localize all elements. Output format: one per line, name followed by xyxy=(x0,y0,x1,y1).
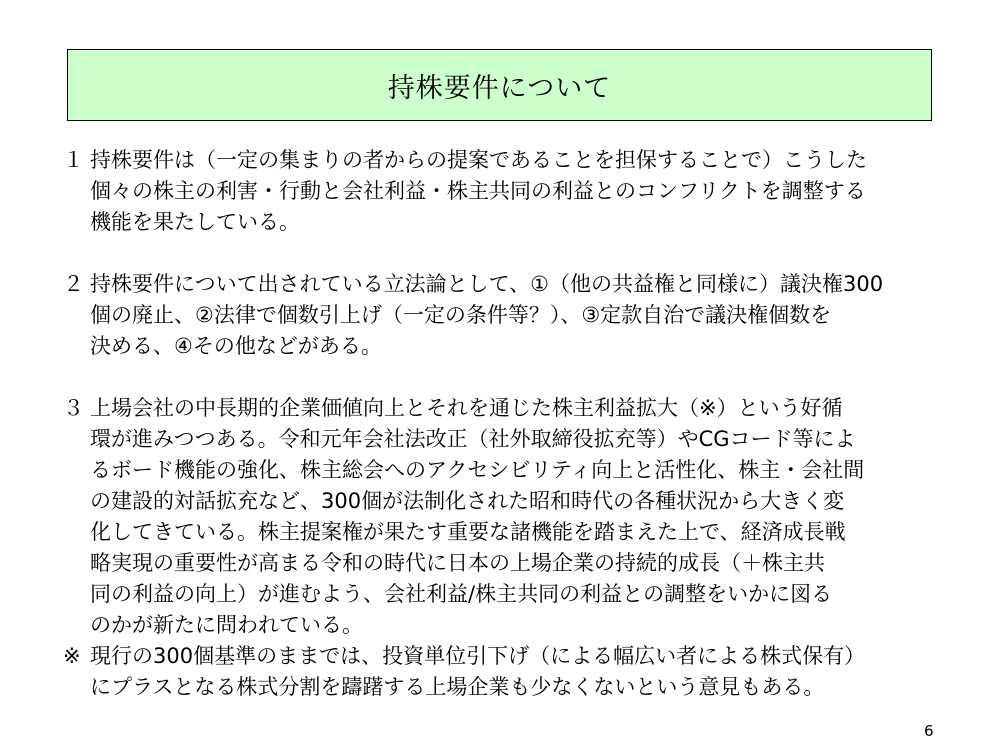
slide-body xyxy=(63,145,953,703)
text-line: 略実現の重要性が高まる令和の時代に日本の上場企業の持続的成長（＋株主共 xyxy=(90,551,825,575)
text-line: 化してきている。株主提案権が果たす重要な諸機能を踏まえた上で、経済成長戦 xyxy=(90,520,846,544)
text-line: 環が進みつつある。令和元年会社法改正（社外取締役拡充等）やCGコード等によ xyxy=(90,427,856,451)
list-item-note xyxy=(63,641,953,703)
paragraph-gap xyxy=(63,238,953,269)
list-item-3 xyxy=(63,393,953,641)
list-item-1 xyxy=(63,145,953,238)
slide-title: 持株要件について xyxy=(387,72,612,104)
text-line: 個の廃止、②法律で個数引上げ（一定の条件等？）、③定款自治で議決権個数を xyxy=(90,303,832,327)
item-text xyxy=(90,393,953,641)
item-number: １ xyxy=(63,148,84,172)
list-item-2 xyxy=(63,269,953,362)
text-line: 機能を果たしている。 xyxy=(90,210,300,234)
text-line: 現行の300個基準のままでは、投資単位引下げ（による幅広い者による株式保有） xyxy=(90,644,866,668)
text-line: 持株要件について出されている立法論として、①（他の共益権と同様に）議決権300 xyxy=(90,272,884,296)
item-text xyxy=(90,641,953,703)
text-line: 上場会社の中長期的企業価値向上とそれを通じた株主利益拡大（※）という好循 xyxy=(90,396,843,420)
item-number: ３ xyxy=(63,396,84,420)
text-line: 決める、④その他などがある。 xyxy=(90,334,382,358)
text-line: にプラスとなる株式分割を躊躇する上場企業も少なくないという意見もある。 xyxy=(90,675,825,699)
page-number: 6 xyxy=(924,722,934,740)
text-line: 持株要件は（一定の集まりの者からの提案であることを担保することで）こうした xyxy=(90,148,867,172)
item-text xyxy=(90,269,953,362)
slide-title-box xyxy=(67,49,932,121)
text-line: るボード機能の強化、株主総会へのアクセシビリティ向上と活性化、株主・会社間 xyxy=(90,458,865,482)
text-line: 同の利益の向上）が進むよう、会社利益/株主共同の利益との調整をいかに図る xyxy=(90,582,833,606)
paragraph-gap xyxy=(63,362,953,393)
note-mark: ※ xyxy=(63,644,81,668)
item-number: ２ xyxy=(63,272,84,296)
item-text xyxy=(90,145,953,238)
text-line: の建設的対話拡充など、300個が法制化された昭和時代の各種状況から大きく変 xyxy=(90,489,845,513)
text-line: 個々の株主の利害・行動と会社利益・株主共同の利益とのコンフリクトを調整する xyxy=(90,179,866,203)
text-line: のかが新たに問われている。 xyxy=(90,613,363,637)
